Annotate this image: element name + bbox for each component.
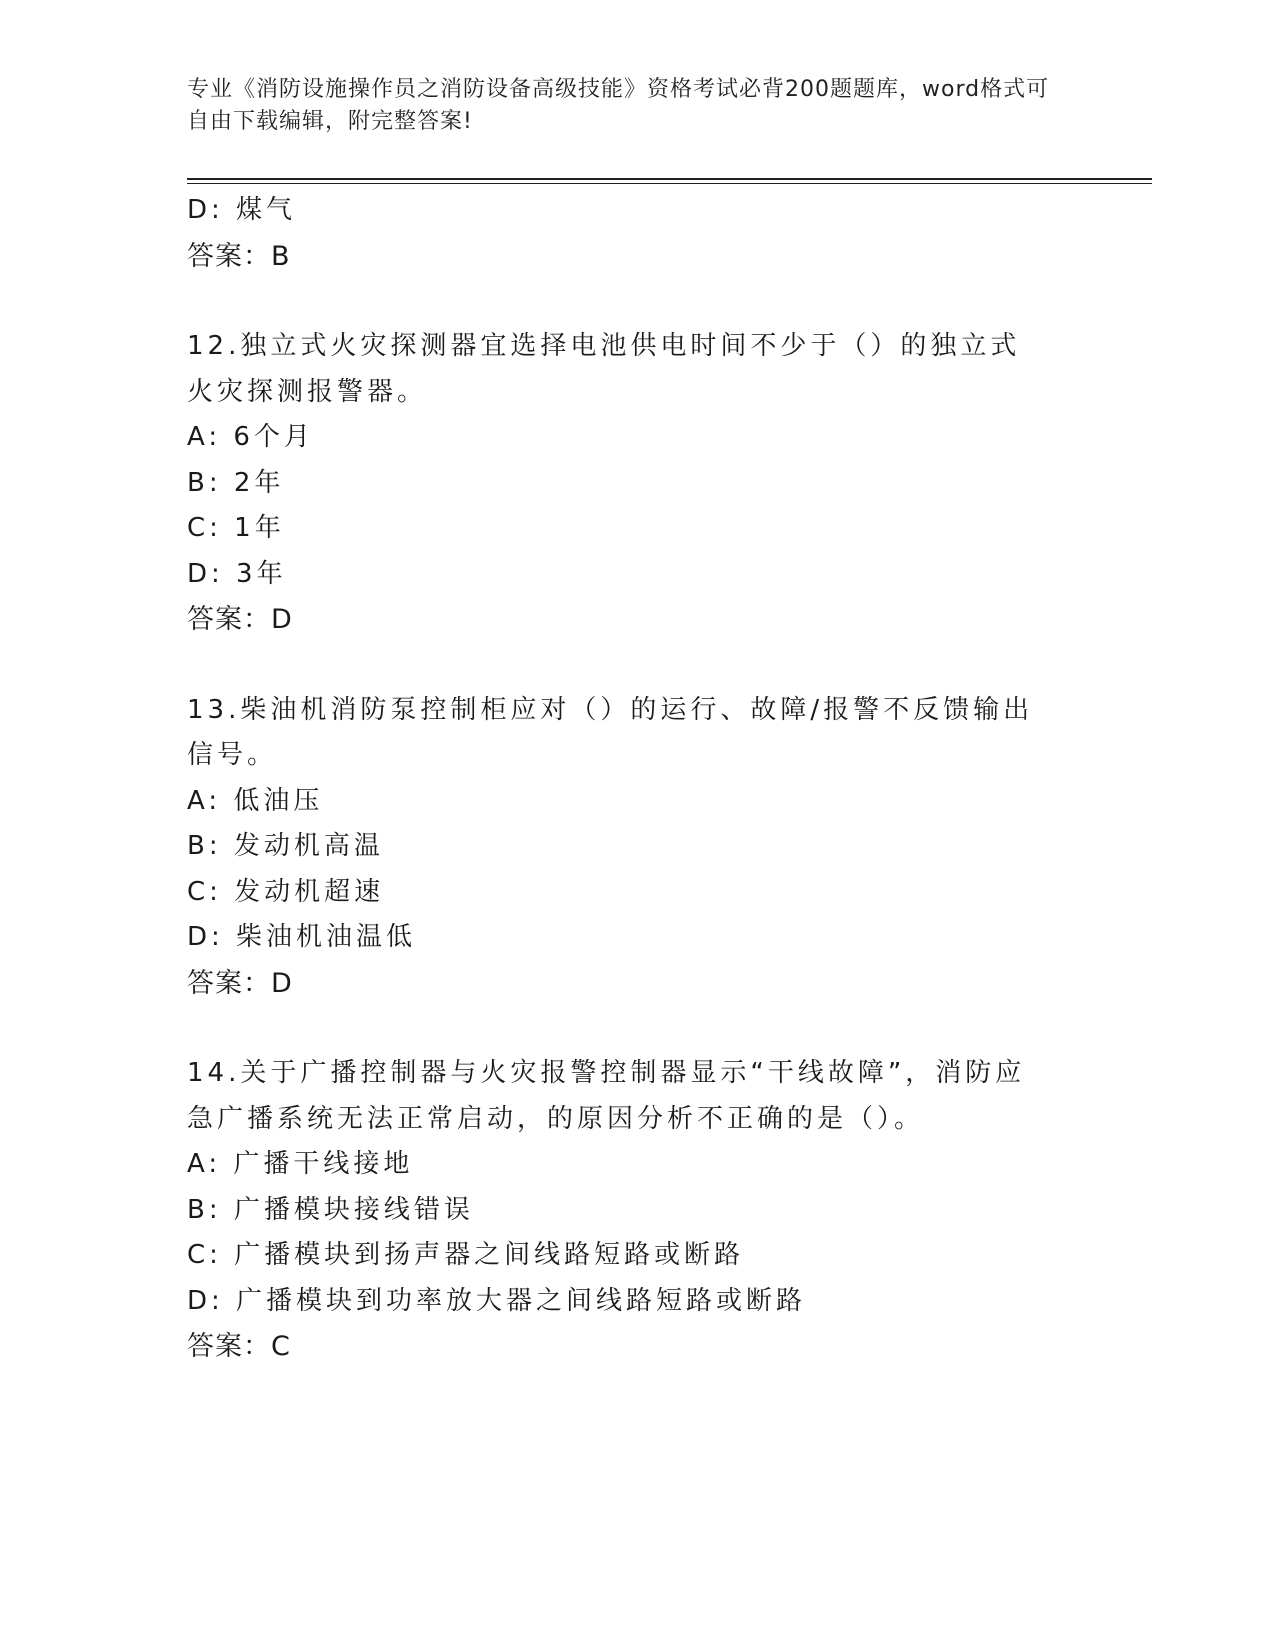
option-c: C: 广播模块到扬声器之间线路短路或断路 (187, 1240, 745, 1270)
answer-line: 答案：D (187, 967, 293, 999)
option-d: D: 柴油机油温低 (187, 922, 417, 952)
question-stem: 13.柴油机消防泵控制柜应对（）的运行、故障/报警不反馈输出信号。 (187, 694, 1034, 770)
page-header: 专业《消防设施操作员之消防设备高级技能》资格考试必背200题题库，word格式可自由下载编辑，附完整答案! (187, 77, 1050, 134)
question-stem: 14.关于广播控制器与火灾报警控制器显示“干线故障”，消防应急广播系统无法正常启动，的原因分析不正确的是（）。 (187, 1058, 1026, 1134)
question-list (187, 188, 1087, 1370)
option-b: B: 发动机高温 (187, 831, 384, 861)
option-d: D: 广播模块到功率放大器之间线路短路或断路 (187, 1285, 807, 1316)
option-a: A: 广播干线接地 (187, 1149, 414, 1179)
option-c: C: 发动机超速 (187, 876, 385, 907)
option-d: D: 煤气 (187, 195, 297, 225)
option-a: A: 低油压 (187, 785, 324, 816)
header-divider (187, 178, 1152, 180)
header-divider-thin (187, 183, 1152, 184)
question-12 (187, 324, 1087, 643)
answer-line: 答案：D (187, 604, 293, 635)
answer-line: 答案：C (187, 1331, 291, 1362)
option-b: B: 广播模块接线错误 (187, 1194, 474, 1225)
option-c: C: 1年 (187, 513, 285, 543)
question-13 (187, 688, 1087, 1007)
option-d: D: 3年 (187, 558, 287, 589)
question-stem: 12.独立式火灾探测器宜选择电池供电时间不少于（）的独立式火灾探测报警器。 (187, 331, 1021, 407)
question-14 (187, 1051, 1087, 1370)
answer-line: 答案：B (187, 240, 291, 272)
option-a: A: 6个月 (187, 422, 314, 452)
option-b: B: 2年 (187, 467, 285, 498)
